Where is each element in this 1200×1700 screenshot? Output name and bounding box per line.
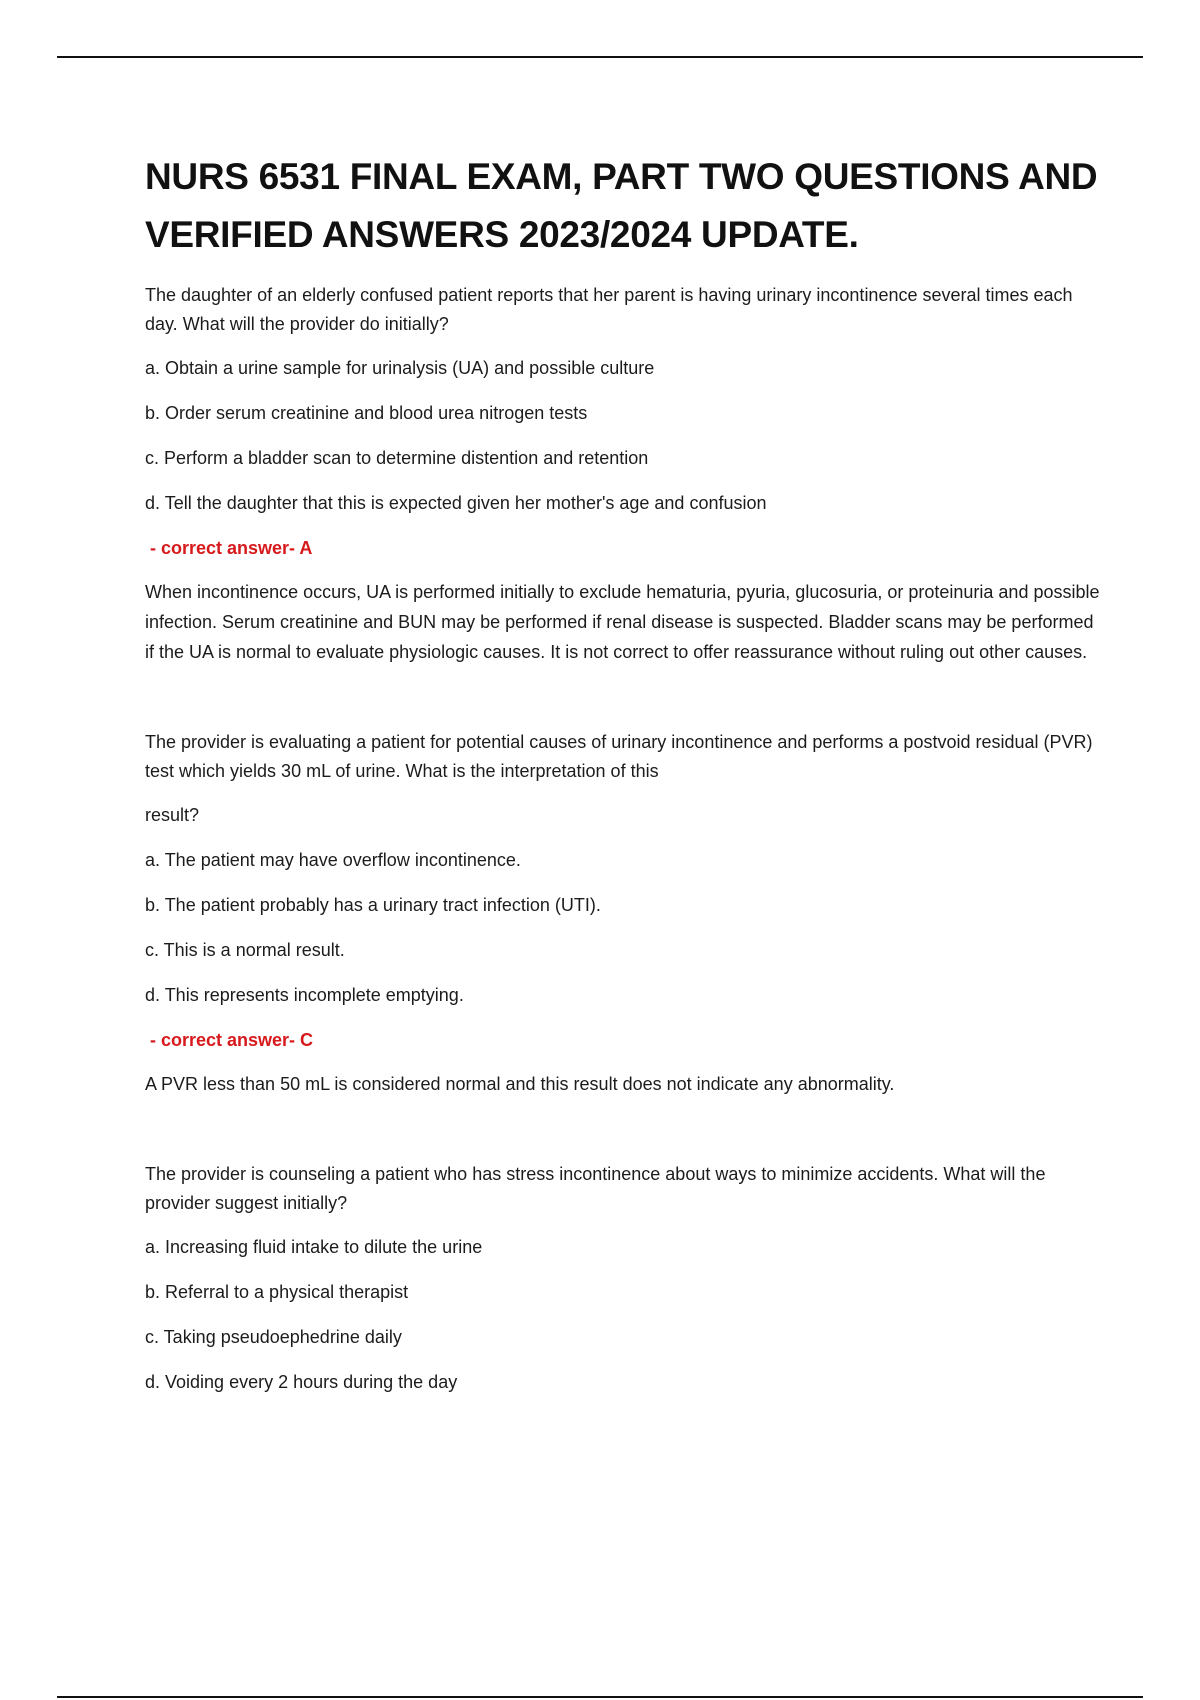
option-d: d. Tell the daughter that this is expected given her mother's age and confusion <box>145 493 767 513</box>
option-d: d. This represents incomplete emptying. <box>145 985 464 1005</box>
option-a: a. Obtain a urine sample for urinalysis (UA) and possible culture <box>145 358 655 378</box>
document-title: NURS 6531 FINAL EXAM, PART TWO QUESTIONS AND VERIFIED ANSWERS 2023/2024 UPDATE. <box>145 156 1098 255</box>
question-stem: The provider is counseling a patient who has stress incontinence about ways to minimize accidents. What will the provider suggest initially? <box>145 1164 1046 1213</box>
correct-answer: - correct answer- C <box>150 1030 314 1050</box>
document-body <box>145 148 1105 1413</box>
question-1 <box>145 281 1105 667</box>
option-a: a. Increasing fluid intake to dilute the urine <box>145 1237 483 1257</box>
option-d: d. Voiding every 2 hours during the day <box>145 1372 458 1392</box>
option-c: c. Taking pseudoephedrine daily <box>145 1327 402 1347</box>
footer-rule <box>57 1696 1143 1698</box>
header-rule <box>57 56 1143 58</box>
answer-explanation: When incontinence occurs, UA is performed initially to exclude hematuria, pyuria, glucosuria, or proteinuria and possible infection. Serum creatinine and BUN may be performed if renal disease is suspected. Bladder scans may be performed if the UA is normal to evaluate physiologic causes. It is not correct to offer reassurance without ruling out other causes. <box>145 582 1100 662</box>
correct-answer: - correct answer- A <box>150 538 313 558</box>
option-b: b. Order serum creatinine and blood urea nitrogen tests <box>145 403 588 423</box>
question-spacer <box>145 1099 1105 1160</box>
option-c: c. This is a normal result. <box>145 940 345 960</box>
option-b: b. The patient probably has a urinary tract infection (UTI). <box>145 895 601 915</box>
question-stem: The daughter of an elderly confused patient reports that her parent is having urinary incontinence several times each day. What will the provider do initially? <box>145 285 1073 334</box>
question-stem-continued: result? <box>145 805 200 825</box>
question-2 <box>145 728 1105 1099</box>
option-c: c. Perform a bladder scan to determine distention and retention <box>145 448 649 468</box>
question-spacer <box>145 667 1105 728</box>
answer-explanation: A PVR less than 50 mL is considered normal and this result does not indicate any abnormality. <box>145 1074 895 1094</box>
question-stem: The provider is evaluating a patient for potential causes of urinary incontinence and performs a postvoid residual (PVR) test which yields 30 mL of urine. What is the interpretation of this <box>145 732 1093 781</box>
option-b: b. Referral to a physical therapist <box>145 1282 409 1302</box>
option-a: a. The patient may have overflow incontinence. <box>145 850 521 870</box>
question-3 <box>145 1160 1105 1397</box>
